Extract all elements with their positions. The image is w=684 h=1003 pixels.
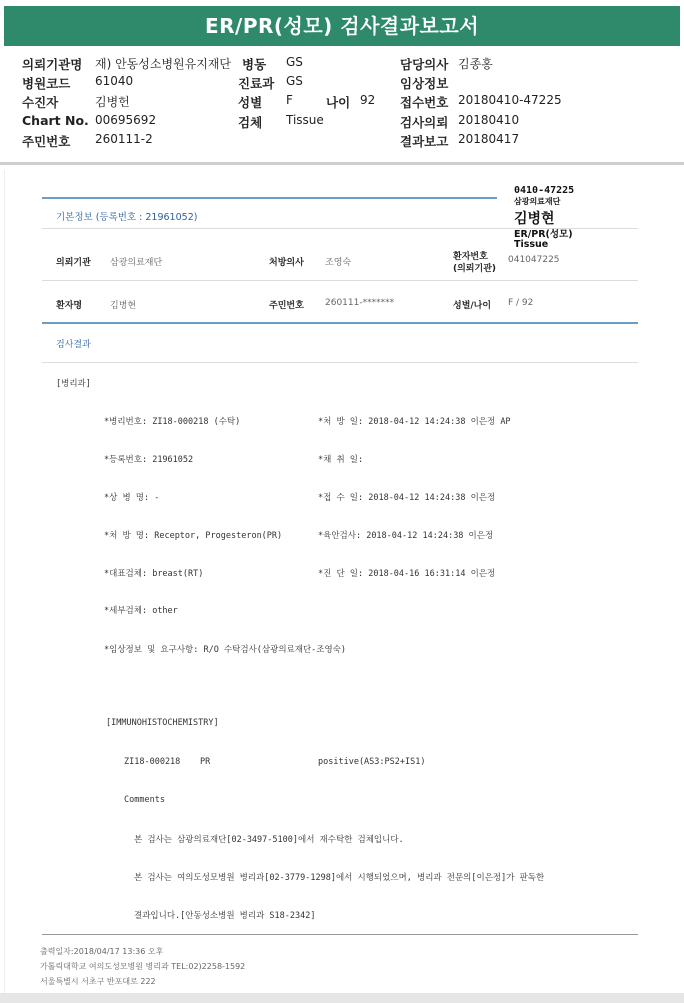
field-item: *세부검체: other	[104, 606, 178, 616]
specimen-lab: 삼광의료재단	[514, 197, 561, 206]
result-heading: 검사결과	[56, 340, 91, 350]
header-label: 임상정보	[400, 76, 449, 91]
field-item: *대표검체: breast(RT)	[104, 569, 204, 579]
comment-line: 본 검사는 삼광의료재단[02-3497-5100]에서 재수탁한 검체입니다.	[134, 835, 404, 845]
field-item: *처 방 일: 2018-04-12 14:24:38 이은정 AP	[318, 417, 511, 427]
patient-no-value: 041047225	[508, 255, 560, 265]
header-value: GS	[286, 74, 303, 88]
report-title: ER/PR(성모) 검사결과보고서	[4, 6, 680, 46]
footer-address: 서울특별시 서초구 반포대로 222	[40, 977, 156, 986]
divider	[42, 228, 638, 229]
patient-no-label: 환자번호	[453, 252, 488, 262]
bottom-strip	[0, 993, 684, 1003]
patient-name-value: 김병현	[110, 301, 137, 311]
header-label: 성별	[238, 95, 263, 110]
footer-hospital: 가톨릭대학교 여의도성모병원 병리과 TEL:02)2258-1592	[40, 962, 246, 971]
header-value: F	[286, 93, 293, 107]
rrn-value: 260111-*******	[325, 298, 395, 308]
header-label: Chart No.	[22, 113, 89, 128]
prescriber-value: 조영숙	[325, 258, 352, 268]
header-label: 병원코드	[22, 76, 71, 91]
header-value: 20180410-47225	[458, 93, 562, 107]
divider	[42, 322, 638, 324]
divider	[42, 362, 638, 363]
ihc-heading: [IMMUNOHISTOCHEMISTRY]	[106, 718, 219, 728]
header-value: 00695692	[95, 113, 157, 127]
field-item: *등록번호: 21961052	[104, 455, 194, 465]
header-label: 주민번호	[22, 134, 71, 149]
header-value: 260111-2	[95, 132, 153, 146]
comments-label: Comments	[124, 795, 165, 805]
header-value: 김병헌	[95, 95, 130, 109]
field-item: *병리번호: ZI18-000218 (수탁)	[104, 417, 241, 427]
sex-age-label: 성별/나이	[453, 301, 492, 311]
specimen-type: Tissue	[514, 239, 549, 250]
specimen-test: ER/PR(성모)	[514, 229, 573, 240]
age-label: 나이	[326, 95, 351, 110]
header-label: 수진자	[22, 95, 59, 110]
header-value: 재) 안동성소병원유지재단	[95, 57, 232, 71]
field-item: *진 단 일: 2018-04-16 16:31:14 이은정	[318, 569, 496, 579]
rrn-label: 주민번호	[269, 301, 304, 311]
footer-print-date: 출력일자:2018/04/17 13:36 오후	[40, 947, 164, 956]
ihc-marker: PR	[200, 757, 211, 767]
header-value: Tissue	[286, 113, 324, 127]
prescriber-label: 처방의사	[269, 258, 304, 268]
header-label: 병동	[242, 57, 267, 72]
divider	[42, 934, 638, 935]
field-item: *임상정보 및 요구사항: R/O 수탁검사(삼광의료재단-조영숙)	[104, 645, 347, 655]
basic-info: 기본정보 (등록번호 : 21961052)	[56, 212, 198, 223]
divider	[0, 162, 684, 165]
patient-no-sublabel: (의뢰기관)	[453, 264, 497, 274]
header-value: 김종홍	[458, 57, 493, 71]
header-value: 20180410	[458, 113, 520, 127]
header-label: 검사의뢰	[400, 115, 449, 130]
sex-age-value: F / 92	[508, 298, 534, 308]
age-value: 92	[360, 93, 376, 107]
scanned-report	[4, 170, 681, 993]
patient-name-label: 환자명	[56, 301, 83, 311]
divider	[42, 280, 638, 281]
specimen-patient: 김병현	[514, 211, 555, 227]
header-value: GS	[286, 55, 303, 69]
field-item: *처 방 명: Receptor, Progesteron(PR)	[104, 531, 283, 541]
header-label: 진료과	[238, 76, 275, 91]
ihc-id: ZI18-000218	[124, 757, 181, 767]
specimen-label-sticker	[508, 184, 653, 254]
field-item: *육안검사: 2018-04-12 14:24:38 이은정	[318, 531, 494, 541]
field-item: *접 수 일: 2018-04-12 14:24:38 이은정	[318, 493, 496, 503]
field-item: *채 취 일:	[318, 455, 364, 465]
requester-label: 의뢰기관	[56, 258, 91, 268]
ihc-result: positive(AS3:PS2+IS1)	[318, 757, 426, 767]
requester-value: 삼광의료재단	[110, 258, 163, 268]
comment-line: 본 검사는 여의도성모병원 병리과[02-3779-1298]에서 시행되었으며, 병리과 전문의[이은정]가 판독한	[134, 873, 545, 883]
header-value: 20180417	[458, 132, 520, 146]
field-item: *상 병 명: -	[104, 493, 160, 503]
header-label: 결과보고	[400, 134, 449, 149]
header-label: 접수번호	[400, 95, 449, 110]
header-value: 61040	[95, 74, 134, 88]
divider	[42, 197, 497, 199]
comment-line: 결과입니다.[안동성소병원 병리과 S18-2342]	[134, 911, 316, 921]
header-label: 검체	[238, 115, 263, 130]
header-label: 담당의사	[400, 57, 449, 72]
specimen-id: 0410-47225	[514, 185, 575, 196]
header-label: 의뢰기관명	[22, 57, 83, 72]
department: [병리과]	[56, 379, 91, 389]
